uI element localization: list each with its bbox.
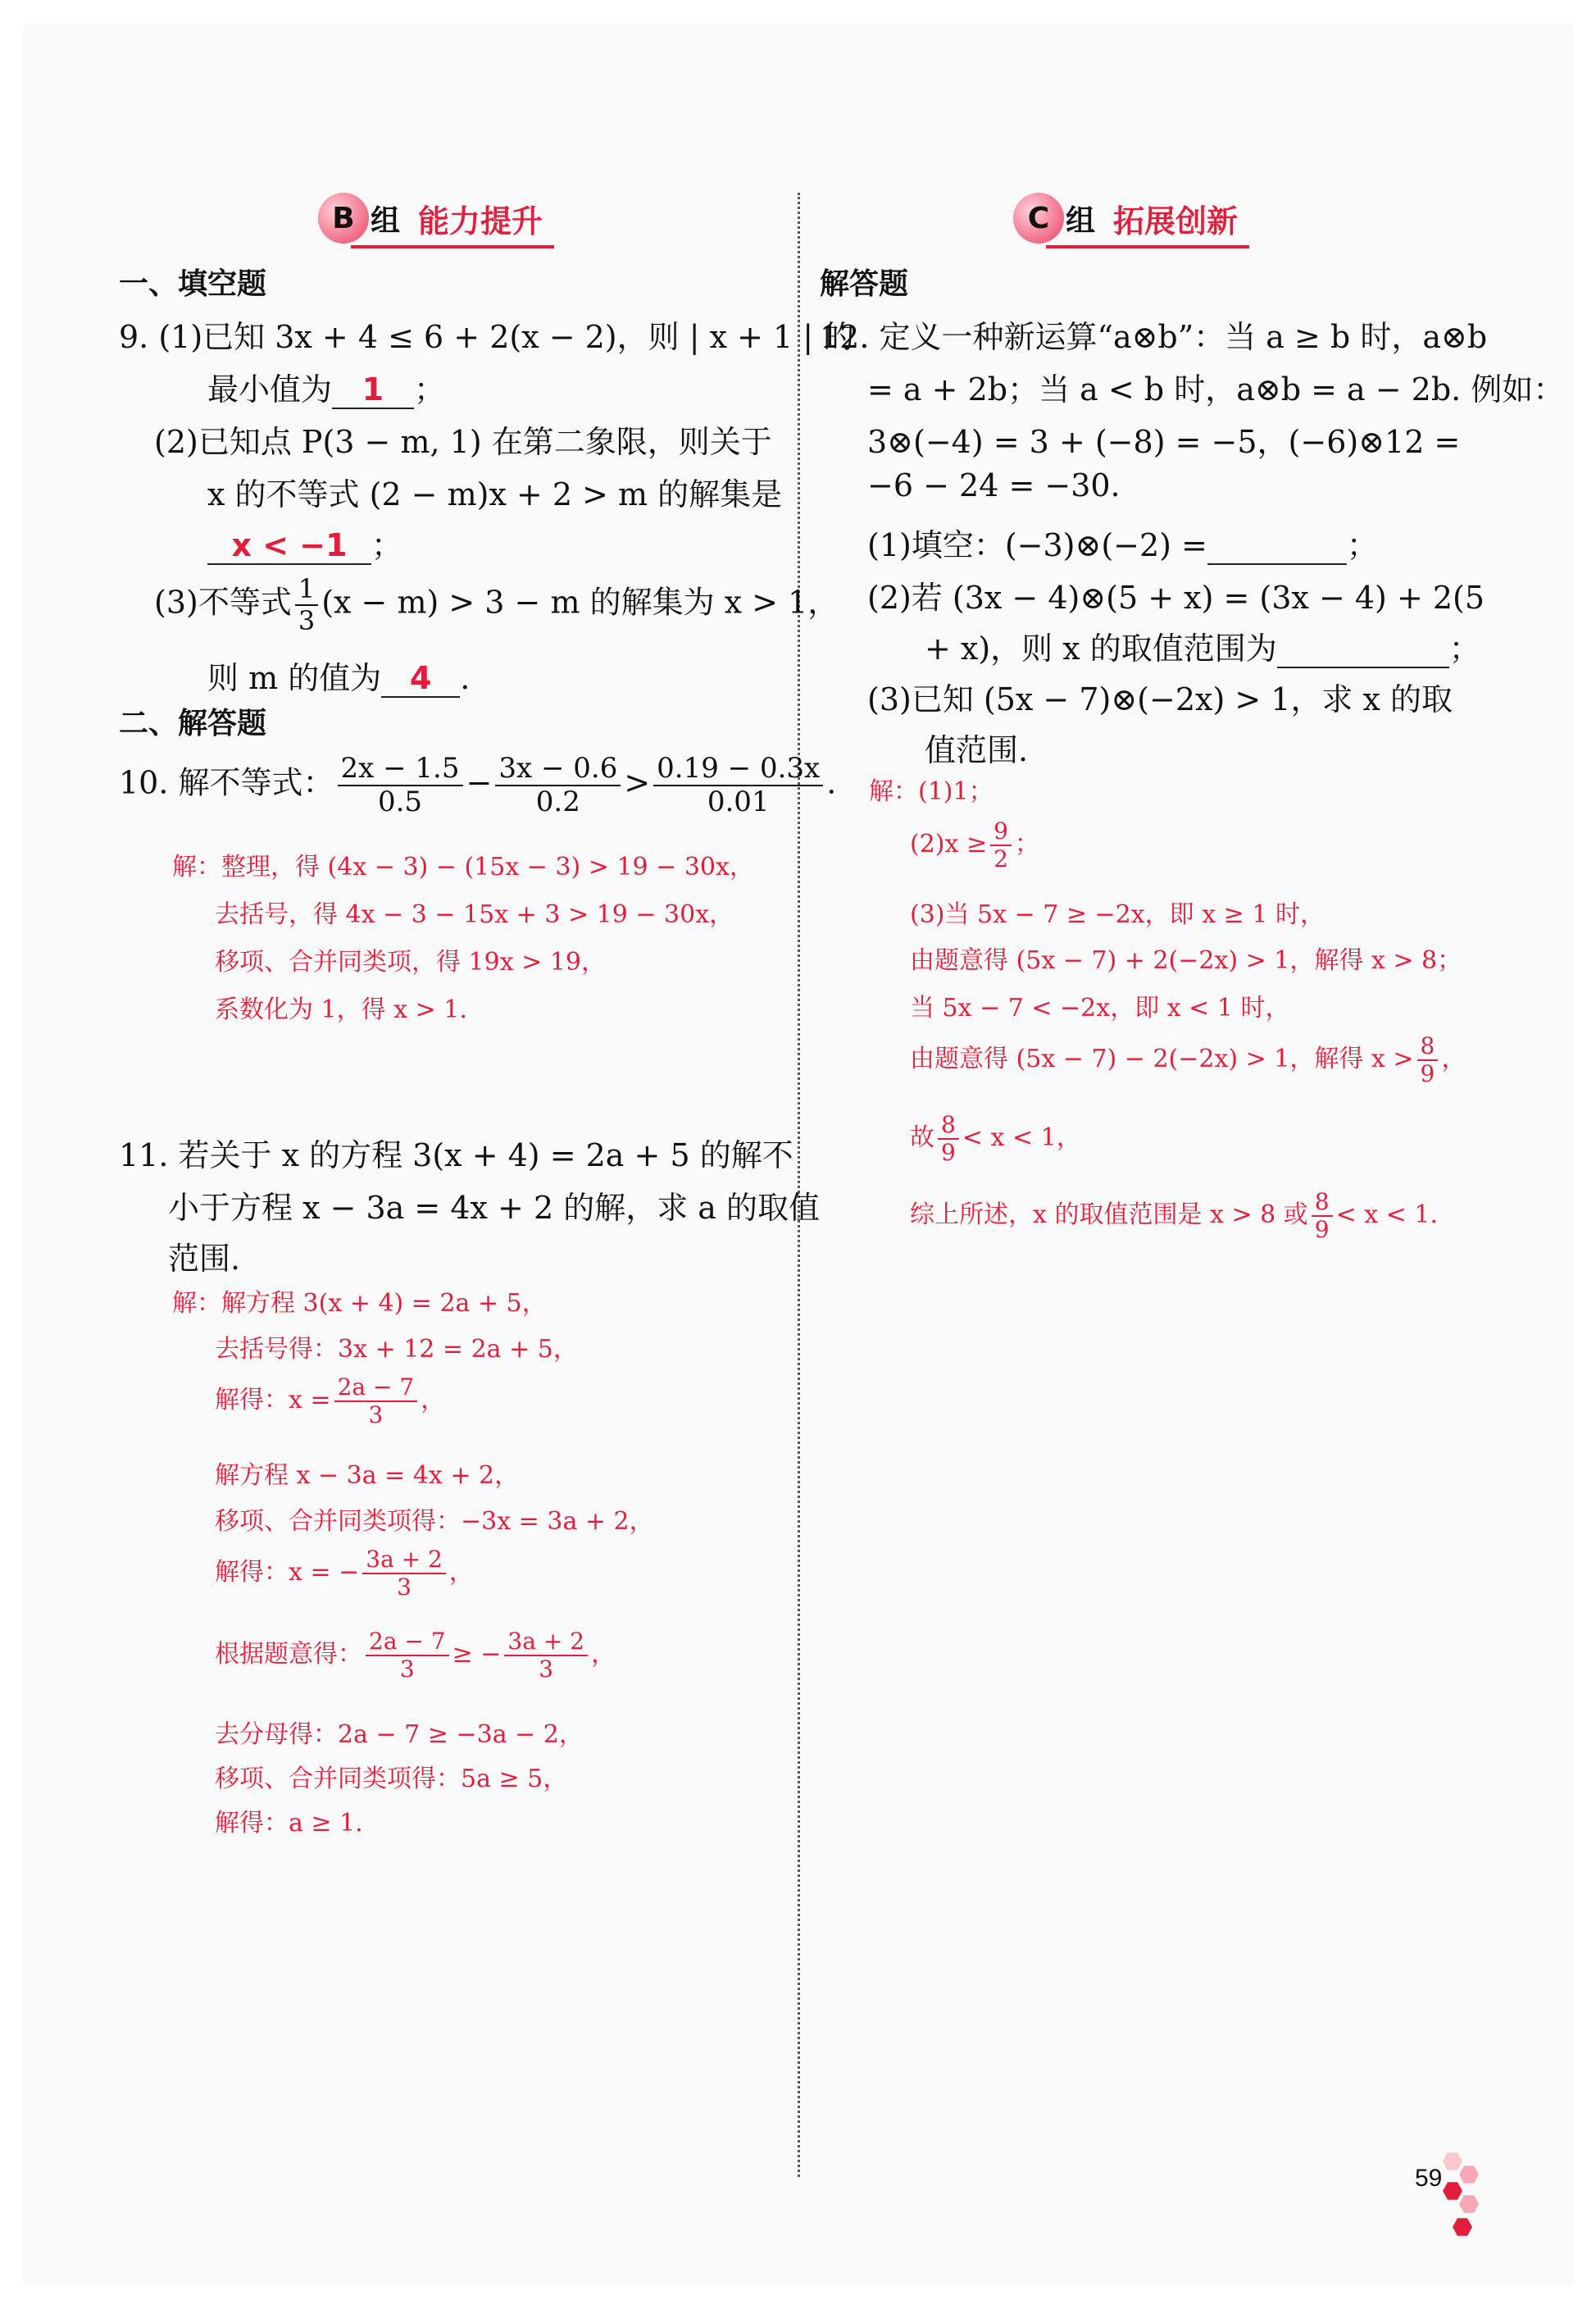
q12-sol7-pre: 故 xyxy=(910,1123,934,1153)
q12-sol6-fraction xyxy=(1417,1033,1439,1087)
q12-line4: −6 − 24 = −30. xyxy=(867,467,1121,503)
fraction-denominator: 3 xyxy=(539,1655,554,1683)
section-fill-blank-heading: 一、填空题 xyxy=(119,267,267,301)
q11-solution-line3 xyxy=(215,1374,445,1428)
q9-part3-fraction xyxy=(295,574,318,636)
fraction-denominator: 2 xyxy=(994,845,1008,873)
q11-sol7-fraction-1 xyxy=(366,1628,449,1683)
q12-sol2-post: ； xyxy=(1014,830,1039,859)
q12-sol7-post: < x < 1， xyxy=(962,1123,1081,1153)
q9-part3-answer: 4 xyxy=(409,660,432,696)
q11-sol6-fraction xyxy=(362,1546,446,1601)
q12-sol7-fraction xyxy=(938,1112,959,1166)
fraction-numerator: 3a + 2 xyxy=(504,1628,588,1656)
fraction-numerator: 2a − 7 xyxy=(334,1374,418,1402)
q12-solution-line1: 解：(1)1； xyxy=(869,777,994,806)
q9-part1-prompt: 最小值为 xyxy=(207,371,333,408)
q12-line3: 3⊗(−4) = 3 + (−8) = −5，(−6)⊗12 = xyxy=(867,424,1461,460)
fraction-numerator: 2x − 1.5 xyxy=(338,753,463,786)
q11-solution-line2: 去括号得：3x + 12 = 2a + 5， xyxy=(215,1335,578,1364)
q12-solution-line8 xyxy=(910,1189,1438,1243)
q9-part1-end: ； xyxy=(414,371,446,408)
q11-sol6-post: ， xyxy=(448,1558,474,1587)
fraction-numerator: 8 xyxy=(1312,1189,1333,1217)
q12-part1-blank xyxy=(1207,529,1347,565)
q12-part3-line1: (3)已知 (5x − 7)⊗(−2x) > 1，求 x 的取 xyxy=(867,681,1453,717)
q12-part1 xyxy=(867,520,1378,565)
q12-sol8-post: < x < 1. xyxy=(1335,1200,1439,1230)
q10-gt: > xyxy=(624,764,651,801)
q11-sol3-fraction xyxy=(334,1374,418,1428)
q11-solution-line4: 解方程 x − 3a = 4x + 2， xyxy=(215,1461,520,1490)
fraction-denominator: 3 xyxy=(397,1573,412,1601)
fraction-numerator: 9 xyxy=(990,818,1012,846)
fraction-denominator: 0.2 xyxy=(535,786,580,819)
q12-sol6-post: ， xyxy=(1441,1045,1466,1074)
q9-part1-line2 xyxy=(207,364,445,409)
fraction-denominator: 0.01 xyxy=(707,786,770,819)
q11-solution-line6 xyxy=(215,1546,474,1601)
q12-line1: 12. 定义一种新运算“a⊗b”：当 a ≥ b 时，a⊗b xyxy=(820,319,1488,355)
fraction-denominator: 9 xyxy=(1420,1060,1435,1088)
group-b-underline xyxy=(351,245,554,248)
q9-part2-blank xyxy=(207,529,371,565)
q12-part2-line1: (2)若 (3x − 4)⊗(5 + x) = (3x − 4) + 2(5 xyxy=(867,580,1485,616)
q12-part1-end: ； xyxy=(1346,527,1378,563)
q10-statement xyxy=(119,753,836,818)
fraction-denominator: 3 xyxy=(298,604,316,636)
q12-line2: = a + 2b；当 a < b 时，a⊗b = a − 2b. 例如： xyxy=(867,371,1565,408)
q12-solution-line7 xyxy=(910,1112,1081,1166)
q9-part2-line2: x 的不等式 (2 − m)x + 2 > m 的解集是 xyxy=(207,476,783,512)
q9-part2-line3 xyxy=(207,520,402,565)
group-b-badge xyxy=(318,193,543,244)
q11-solution-line9: 移项、合并同类项得：5a ≥ 5， xyxy=(215,1765,568,1793)
q12-part3-line2: 值范围. xyxy=(925,732,1029,768)
fraction-numerator: 0.19 − 0.3x xyxy=(653,753,823,786)
q12-sol6-pre: 由题意得 (5x − 7) − 2(−2x) > 1，解得 x > xyxy=(910,1045,1414,1074)
q10-solution-line2: 去括号，得 4x − 3 − 15x + 3 > 19 − 30x， xyxy=(215,900,734,929)
group-c-underline xyxy=(1046,245,1249,248)
q11-sol7-pre: 根据题意得： xyxy=(215,1640,362,1669)
q11-sol3-pre: 解得：x = xyxy=(215,1386,331,1415)
q9-part1-blank xyxy=(332,373,414,409)
q10-fraction-3 xyxy=(653,753,823,818)
q10-end: . xyxy=(826,764,837,801)
q9-part1-line1: 9. (1)已知 3x + 4 ≤ 6 + 2(x − 2)，则 | x + 1 | 的 xyxy=(119,319,855,355)
fraction-denominator: 3 xyxy=(399,1655,415,1683)
q12-solution-line2 xyxy=(910,818,1039,872)
fraction-denominator: 9 xyxy=(941,1139,956,1167)
q9-part3-line2 xyxy=(207,653,470,698)
q12-solution-line5: 当 5x − 7 < −2x，即 x < 1 时， xyxy=(910,994,1290,1022)
q11-line2: 小于方程 x − 3a = 4x + 2 的解，求 a 的取值 xyxy=(168,1190,821,1226)
q9-part3-blank xyxy=(381,662,460,698)
q9-part3-post: (x − m) > 3 − m 的解集为 x > 1， xyxy=(321,584,839,621)
q10-solution-line4: 系数化为 1，得 x > 1. xyxy=(215,995,467,1024)
group-b-zu: 组 xyxy=(371,203,401,238)
fraction-denominator: 9 xyxy=(1314,1216,1330,1244)
group-c-title: 拓展创新 xyxy=(1113,203,1239,239)
q11-solution-line8: 去分母得：2a − 7 ≥ −3a − 2， xyxy=(215,1720,584,1749)
q12-part2-line2 xyxy=(925,623,1480,668)
q9-part3-pre: (3)不等式 xyxy=(154,584,292,621)
page-number: 59 xyxy=(1415,2165,1443,2192)
fraction-denominator: 3 xyxy=(368,1401,384,1429)
q11-sol3-post: ， xyxy=(421,1386,446,1415)
q12-sol8-fraction xyxy=(1312,1189,1333,1243)
group-c-badge xyxy=(1013,193,1238,244)
q9-part1-answer: 1 xyxy=(361,371,384,408)
q10-solution-line1: 解：整理，得 (4x − 3) − (15x − 3) > 19 − 30x， xyxy=(172,853,754,881)
fraction-numerator: 3a + 2 xyxy=(362,1546,446,1574)
q11-sol6-pre: 解得：x = − xyxy=(215,1558,360,1587)
q12-part2-blank xyxy=(1277,632,1449,668)
q11-solution-line5: 移项、合并同类项得：−3x = 3a + 2， xyxy=(215,1507,654,1536)
group-c-letter: C xyxy=(1013,193,1064,244)
q12-part2-end: ； xyxy=(1448,631,1480,667)
q9-part3-prompt: 则 m 的值为 xyxy=(207,660,382,696)
q12-sol8-pre: 综上所述，x 的取值范围是 x > 8 或 xyxy=(910,1200,1308,1230)
q10-fraction-2 xyxy=(495,753,621,818)
group-c-zu: 组 xyxy=(1066,203,1096,238)
q12-solution-line3: (3)当 5x − 7 ≥ −2x，即 x ≥ 1 时， xyxy=(910,900,1325,929)
q10-pre: 10. 解不等式： xyxy=(119,764,334,801)
q11-solution-line7 xyxy=(215,1628,616,1683)
q9-part3-end: . xyxy=(460,660,471,696)
group-b-letter: B xyxy=(318,193,369,244)
fraction-numerator: 3x − 0.6 xyxy=(495,753,621,786)
q10-fraction-1 xyxy=(338,753,463,818)
q12-sol2-fraction xyxy=(990,818,1012,872)
q12-sol2-pre: (2)x ≥ xyxy=(910,830,988,859)
section-solve-heading-right: 解答题 xyxy=(820,267,909,301)
q11-sol7-mid: ≥ − xyxy=(452,1640,502,1669)
fraction-numerator: 8 xyxy=(1417,1033,1439,1061)
q11-line1: 11. 若关于 x 的方程 3(x + 4) = 2a + 5 的解不 xyxy=(119,1137,793,1173)
q9-part2-answer: x < −1 xyxy=(231,527,348,563)
q10-solution-line3: 移项、合并同类项，得 19x > 19， xyxy=(215,948,607,977)
q9-part2-line1: (2)已知点 P(3 − m, 1) 在第二象限，则关于 xyxy=(154,424,772,460)
q12-part1-prompt: (1)填空：(−3)⊗(−2) = xyxy=(867,527,1207,563)
fraction-numerator: 2a − 7 xyxy=(366,1628,449,1656)
q12-solution-line6 xyxy=(910,1033,1466,1087)
q12-solution-line4: 由题意得 (5x − 7) + 2(−2x) > 1，解得 x > 8； xyxy=(910,946,1462,975)
fraction-numerator: 8 xyxy=(938,1112,959,1140)
q12-part2-prompt: + x)，则 x 的取值范围为 xyxy=(925,631,1277,667)
group-b-title: 能力提升 xyxy=(418,203,543,239)
q11-sol7-fraction-2 xyxy=(504,1628,588,1683)
section-solve-heading: 二、解答题 xyxy=(119,707,267,740)
q11-sol7-post: ， xyxy=(591,1640,616,1669)
fraction-denominator: 0.5 xyxy=(377,786,423,819)
q9-part2-end: ； xyxy=(371,527,403,563)
q11-line3: 范围. xyxy=(168,1241,241,1277)
q10-minus: − xyxy=(466,764,493,801)
q9-part3-line1 xyxy=(154,574,839,636)
fraction-numerator: 1 xyxy=(295,574,318,606)
q11-solution-line10: 解得：a ≥ 1. xyxy=(215,1809,363,1838)
q11-solution-line1: 解：解方程 3(x + 4) = 2a + 5， xyxy=(172,1289,547,1318)
